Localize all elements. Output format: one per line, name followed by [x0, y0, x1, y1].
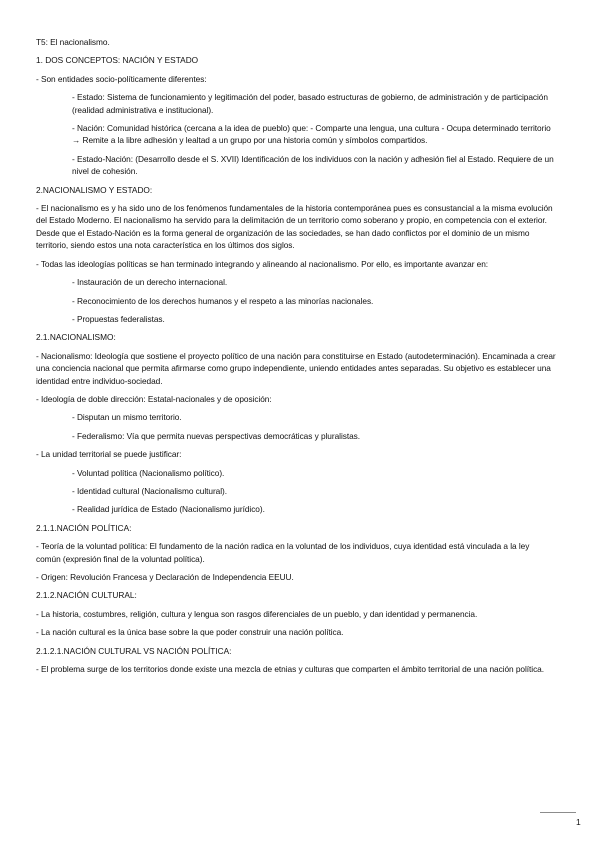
list-item: - Instauración de un derecho internacional. [72, 277, 228, 288]
paragraph: - Teoría de la voluntad política: El fundamento de la nación radica en la voluntad de los individuos, cuya identidad está vinculada a la ley común (expresión final de la voluntad política). [36, 541, 530, 564]
paragraph: - El problema surge de los territorios donde existe una mezcla de etnias y culturas que comparten el ámbito territorial de una nación política. [36, 664, 544, 675]
section-heading-2-1-1: 2.1.1.NACIÓN POLÍTICA: [36, 522, 132, 533]
list-item: - Propuestas federalistas. [72, 313, 165, 324]
list-item: - Reconocimiento de los derechos humanos y el respeto a las minorías nacionales. [72, 295, 374, 306]
list-item: - Voluntad política (Nacionalismo político). [72, 467, 225, 478]
section-heading-2: 2.NACIONALISMO Y ESTADO: [36, 184, 153, 195]
list-item: - Estado-Nación: (Desarrollo desde el S. XVII) Identificación de los individuos con la nación y adhesión fiel al Estado. Requiere de un nivel de cohesión. [72, 153, 554, 177]
paragraph: - El nacionalismo es y ha sido uno de los fenómenos fundamentales de la historia contemporánea pues es consustancial a la misma evolución del Estado Moderno. El nacionalismo ha servido para la delimitación de un territorio como soberano y propio, en competencia con el exterior. Desde que el Estado-Nación es la forma general de organización de las sociedades, se han dado conflictos por el dominio de un mismo territorio, siendo estos una nota característica en los últimos dos siglos. [36, 203, 553, 251]
paragraph: - Todas las ideologías políticas se han terminado integrando y alineando al nacionalismo. Por ello, es importante avanzar en: [36, 258, 489, 269]
footer-divider [540, 812, 576, 813]
paragraph: - Son entidades socio-políticamente diferentes: [36, 73, 207, 84]
paragraph: - La unidad territorial se puede justificar: [36, 449, 182, 460]
page-number: 1 [576, 817, 581, 827]
paragraph: - Origen: Revolución Francesa y Declaración de Independencia EEUU. [36, 572, 294, 582]
paragraph: - La historia, costumbres, religión, cultura y lengua son rasgos diferenciales de un pueblo, y dan identidad y permanencia. [36, 608, 478, 619]
list-item: - Nación: Comunidad histórica (cercana a la idea de pueblo) que: - Comparte una lengua, una cultura - Ocupa determinado territorio → Remite a la libre adhesión y lealtad a un grupo por una historia común y símbolos compartidos. [72, 123, 551, 146]
section-heading-2-1: 2.1.NACIONALISMO: [36, 332, 116, 343]
section-heading-1: 1. DOS CONCEPTOS: NACIÓN Y ESTADO [36, 55, 199, 66]
list-item: - Realidad jurídica de Estado (Nacionalismo jurídico). [72, 504, 265, 515]
document-title: T5: El nacionalismo. [36, 37, 110, 47]
paragraph: - La nación cultural es la única base sobre la que poder construir una nación política. [36, 627, 344, 638]
document-page [36, 36, 556, 681]
paragraph: - Nacionalismo: Ideología que sostiene el proyecto político de una nación para constituirse en Estado (autodeterminación). Encaminada a crear una conciencia nacional que permita afirmarse como grupo independiente, uniendo entidades antes separadas. Su objetivo es establecer una identidad entre individuo-sociedad. [36, 350, 556, 386]
section-heading-2-1-2: 2.1.2.NACIÓN CULTURAL: [36, 590, 137, 601]
list-item: - Disputan un mismo territorio. [72, 412, 182, 423]
list-item: - Federalismo: Vía que permita nuevas perspectivas democráticas y pluralistas. [72, 430, 361, 441]
list-item: - Identidad cultural (Nacionalismo cultural). [72, 485, 227, 496]
section-heading-2-1-2-1: 2.1.2.1.NACIÓN CULTURAL VS NACIÓN POLÍTICA: [36, 645, 232, 656]
paragraph: - Ideología de doble dirección: Estatal-nacionales y de oposición: [36, 393, 272, 404]
list-item: - Estado: Sistema de funcionamiento y legitimación del poder, basado estructuras de gobierno, de administración y de participación (realidad administrativa e institucional). [72, 92, 548, 115]
